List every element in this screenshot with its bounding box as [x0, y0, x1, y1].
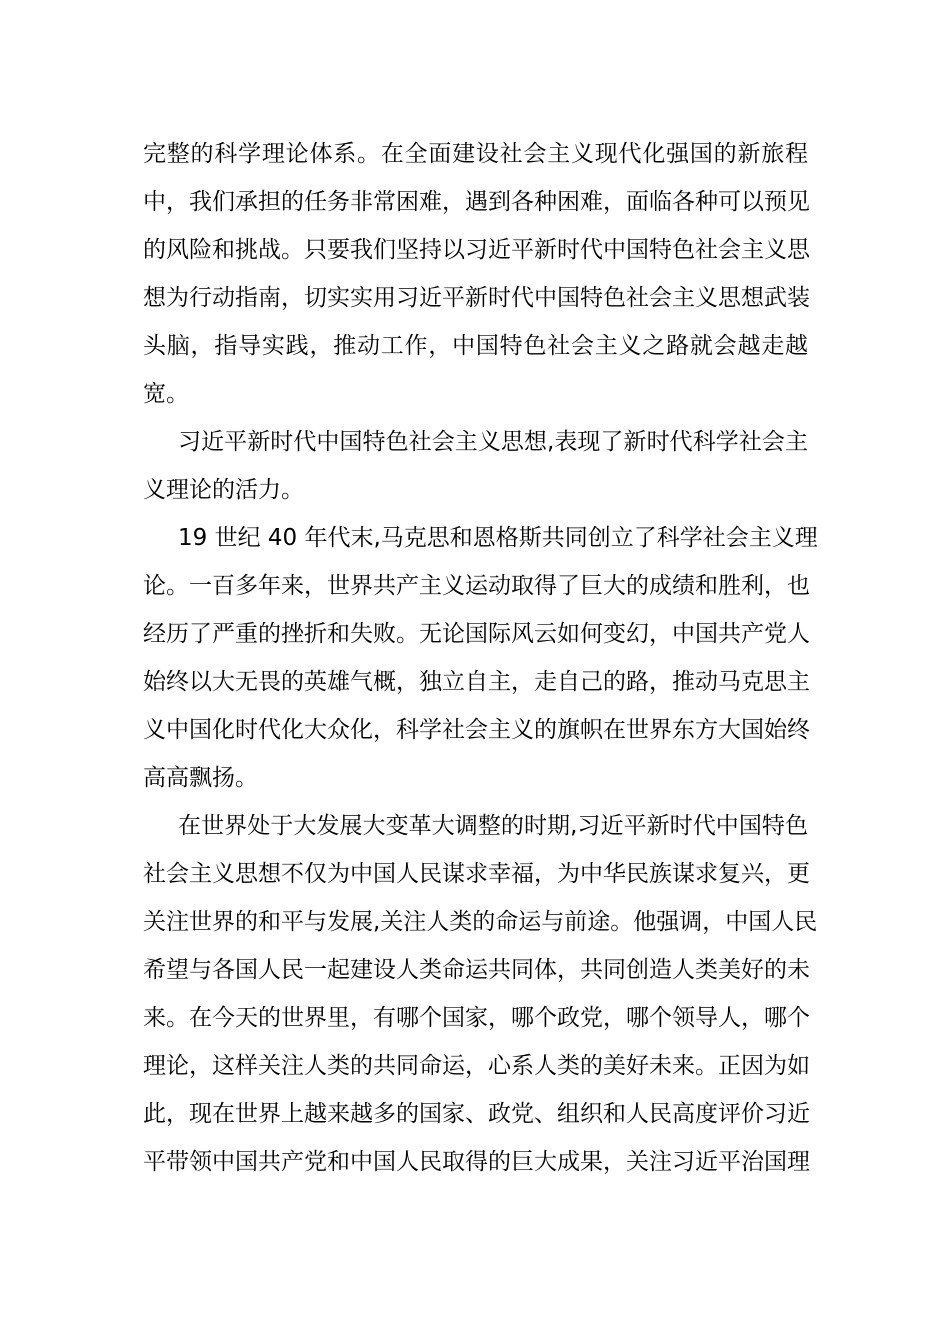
text-line: 希望与各国人民一起建设人类命运共同体，共同创造人类美好的未 [143, 957, 810, 983]
paragraph [143, 130, 808, 418]
text-line: 中，我们承担的任务非常困难，遇到各种困难，面临各种可以预见 [143, 189, 810, 215]
text-line: 始终以大无畏的英雄气概，独立自主，走自己的路，推动马克思主 [143, 669, 810, 695]
document-body [143, 130, 818, 1186]
paragraph [143, 514, 818, 802]
text-line: 来。在今天的世界里，有哪个国家，哪个政党，哪个领导人，哪个 [143, 1005, 810, 1031]
text-line: 在世界处于大发展大变革大调整的时期,习近平新时代中国特色 [178, 813, 808, 839]
paragraph [143, 802, 818, 1186]
text-line: 高高飘扬。 [143, 765, 258, 791]
text-line: 关注世界的和平与发展,关注人类的命运与前途。他强调，中国人民 [143, 909, 818, 935]
text-line: 习近平新时代中国特色社会主义思想,表现了新时代科学社会主 [178, 429, 808, 455]
text-line: 平带领中国共产党和中国人民取得的巨大成果，关注习近平治国理 [143, 1149, 810, 1175]
text-line: 义中国化时代化大众化，科学社会主义的旗帜在世界东方大国始终 [143, 717, 810, 743]
text-line: 头脑，指导实践，推动工作，中国特色社会主义之路就会越走越 [143, 333, 808, 359]
text-line: 社会主义思想不仅为中国人民谋求幸福，为中华民族谋求复兴，更 [143, 861, 810, 887]
text-line: 宽。 [143, 381, 189, 407]
text-line: 理论，这样关注人类的共同命运，心系人类的美好未来。正因为如 [143, 1053, 810, 1079]
text-line: 经历了严重的挫折和失败。无论国际风云如何变幻，中国共产党人 [143, 621, 810, 647]
text-line: 19 世纪 40 年代末,马克思和恩格斯共同创立了科学社会主义理 [178, 525, 818, 551]
text-line: 义理论的活力。 [143, 477, 304, 503]
text-line: 此，现在世界上越来越多的国家、政党、组织和人民高度评价习近 [143, 1101, 810, 1127]
text-line: 的风险和挑战。只要我们坚持以习近平新时代中国特色社会主义思 [143, 237, 810, 263]
text-line: 论。一百多年来，世界共产主义运动取得了巨大的成绩和胜利，也 [143, 573, 810, 599]
text-line: 完整的科学理论体系。在全面建设社会主义现代化强国的新旅程 [143, 141, 808, 167]
paragraph [143, 418, 808, 514]
text-line: 想为行动指南，切实实用习近平新时代中国特色社会主义思想武装 [143, 285, 810, 311]
